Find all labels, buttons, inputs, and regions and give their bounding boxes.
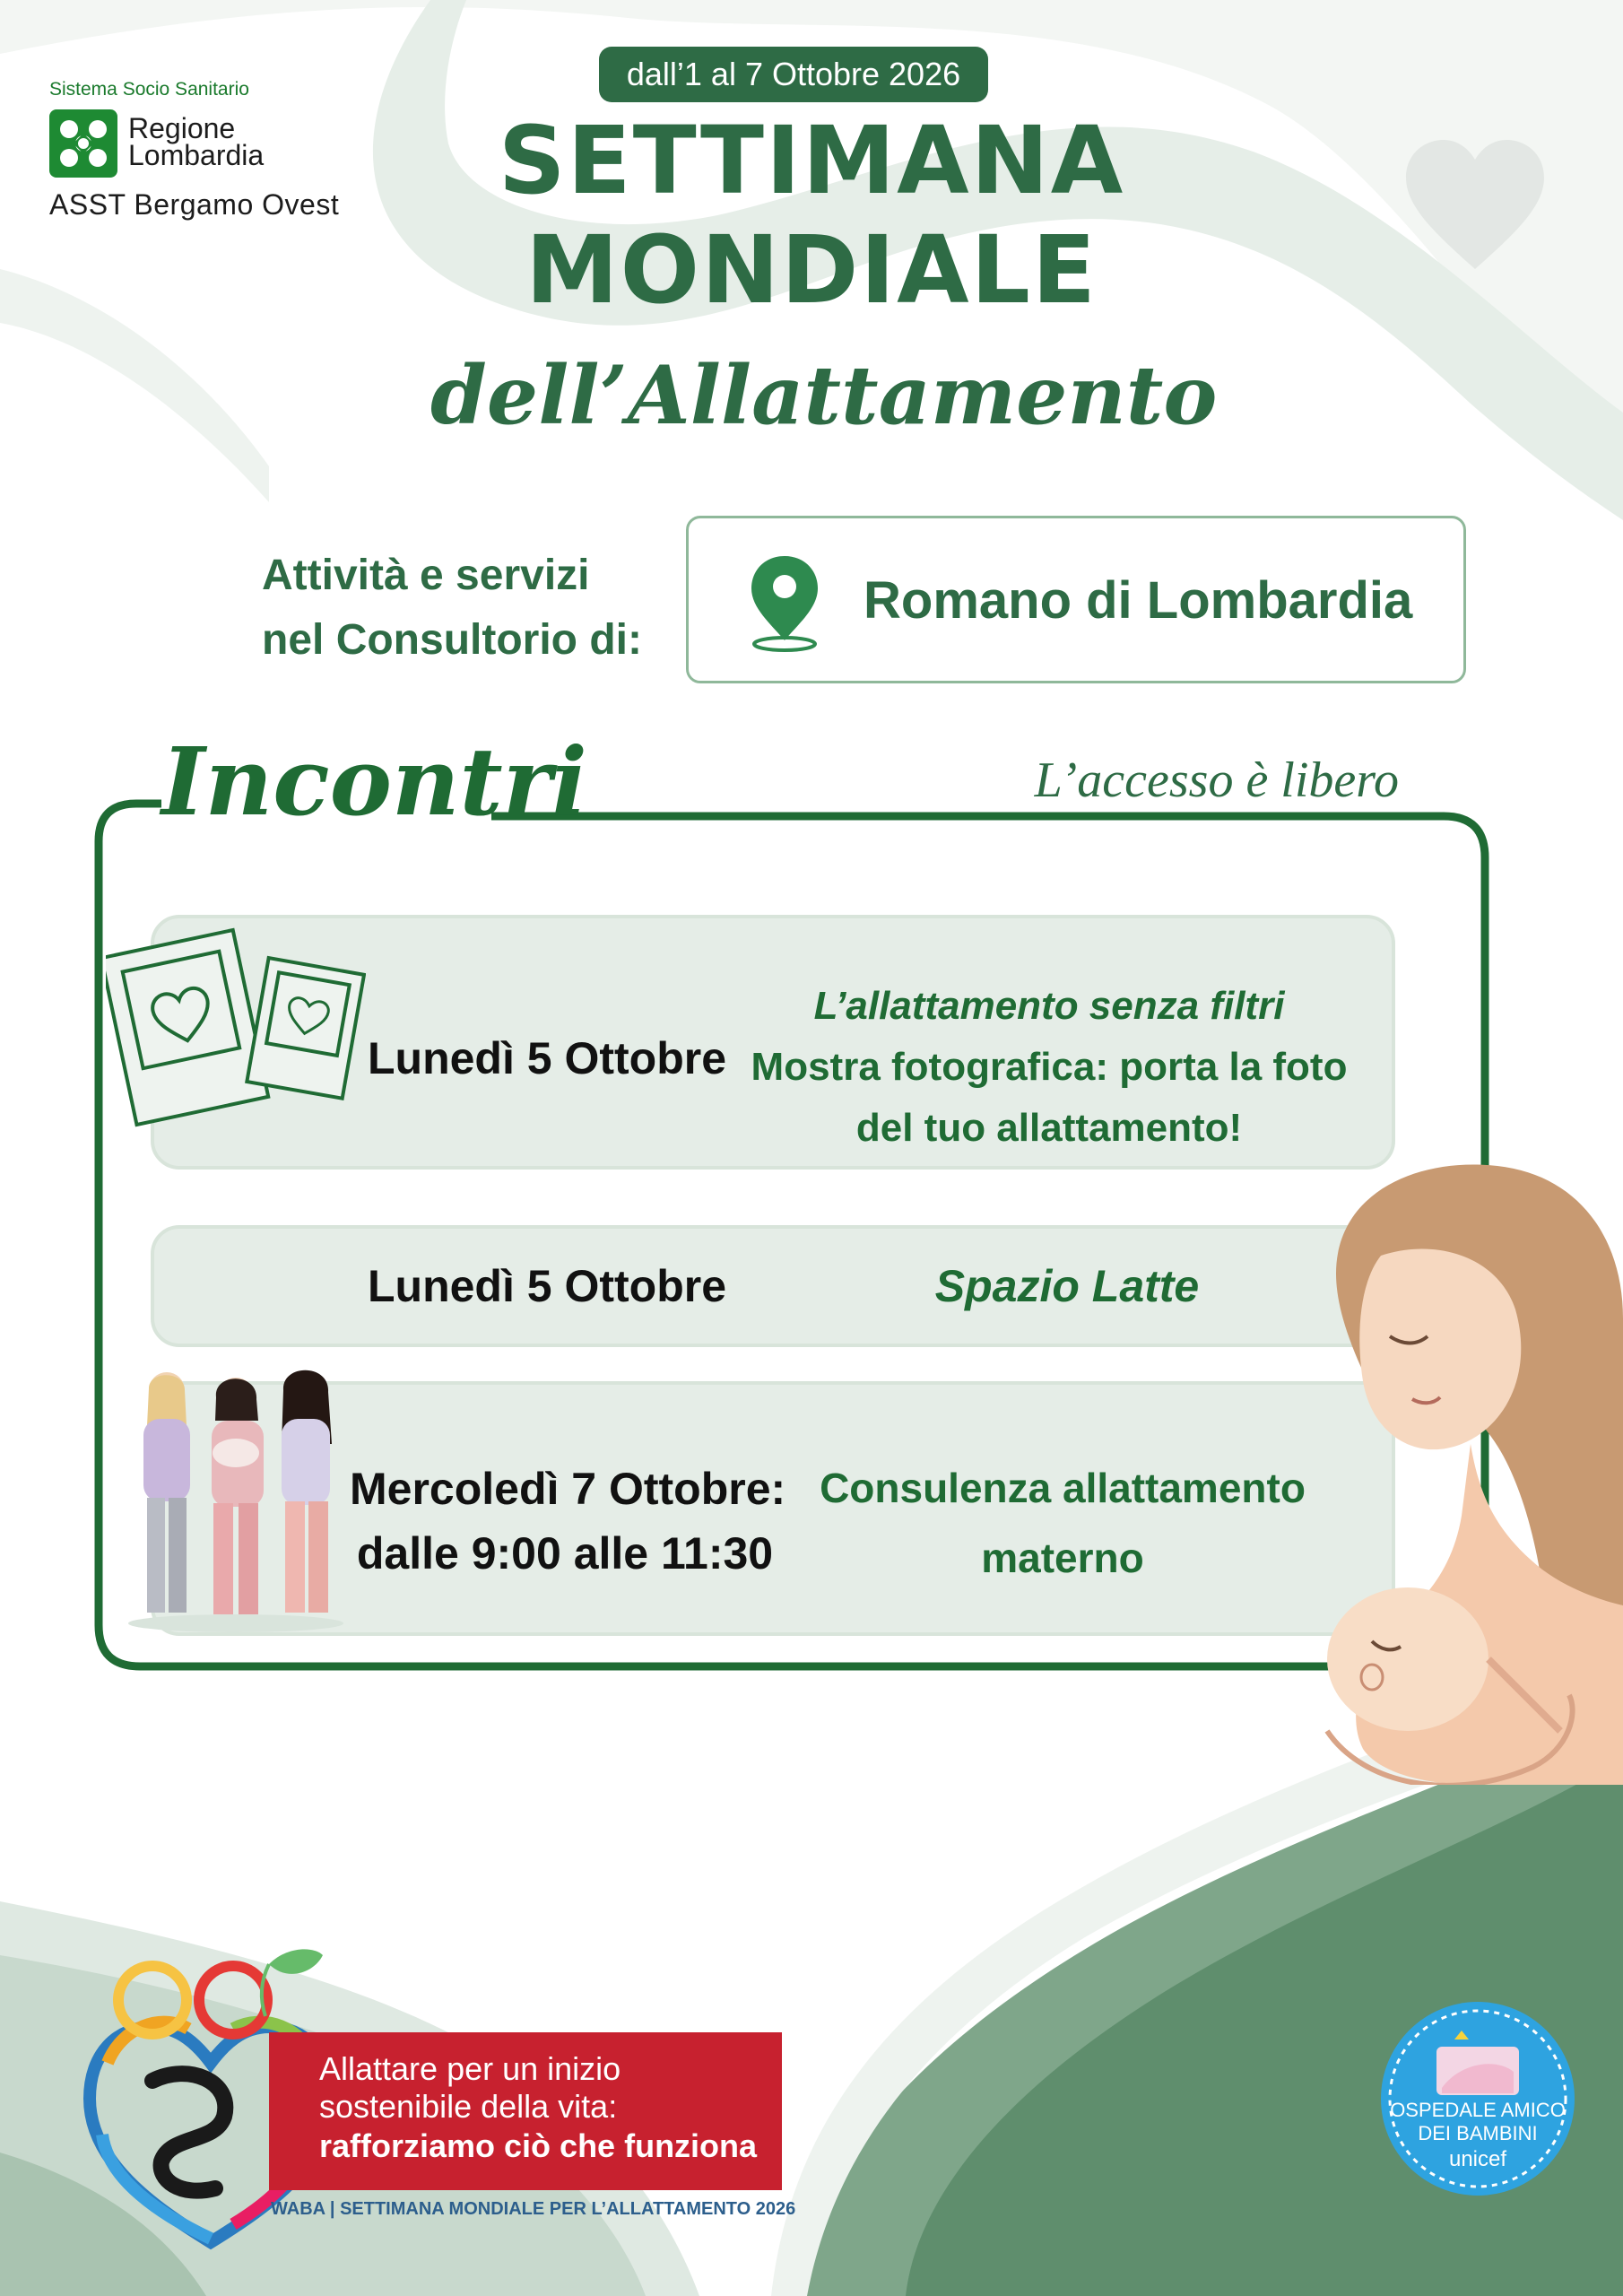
banner-line1: Allattare per un inizio <box>319 2050 621 2087</box>
waba-caption: WABA | SETTIMANA MONDIALE PER L’ALLATTAMENTO 2026 <box>271 2199 796 2219</box>
event-1-title-line2: Mostra fotografica: porta la foto <box>751 1045 1348 1089</box>
event-3-title-line2: materno <box>981 1535 1144 1581</box>
incontri-heading: Incontri <box>161 726 587 837</box>
waba-slogan-banner <box>269 2032 782 2190</box>
event-3-date-line2: dalle 9:00 alle 11:30 <box>356 1528 774 1578</box>
title-script: dell’Allattamento <box>430 348 1218 443</box>
region-line1: Regione <box>128 112 236 144</box>
access-note: L’accesso è libero <box>1034 752 1399 808</box>
event-3-date-line1: Mercoledì 7 Ottobre: <box>350 1464 786 1514</box>
badge-line3: unicef <box>1448 2147 1507 2171</box>
event-2-date: Lunedì 5 Ottobre <box>368 1261 726 1311</box>
event-1-title-line3: del tuo allattamento! <box>855 1106 1243 1150</box>
event-1-title-italic: L’allattamento senza filtri <box>813 984 1285 1028</box>
banner-line3: rafforziamo ciò che funziona <box>319 2127 758 2164</box>
event-3-date <box>350 1457 786 1586</box>
mother-breastfeeding-illustration <box>1273 1157 1623 1785</box>
event-1-title <box>744 976 1354 1159</box>
women-group-illustration <box>124 1363 348 1632</box>
region-line2: Lombardia <box>128 139 265 171</box>
event-1-date: Lunedì 5 Ottobre <box>368 1033 726 1083</box>
title-line2: MONDIALE <box>525 215 1098 325</box>
date-range-badge: dall’1 al 7 Ottobre 2026 <box>599 47 988 102</box>
banner-line2: sostenibile della vita: <box>319 2088 618 2125</box>
photo-frames-icon <box>106 915 366 1130</box>
asst-name: ASST Bergamo Ovest <box>49 188 340 221</box>
badge-line2: DEI BAMBINI <box>1418 2122 1538 2144</box>
location-label-line2: nel Consultorio di: <box>262 616 642 664</box>
location-label-line1: Attività e servizi <box>262 552 590 599</box>
event-3-title-line1: Consulenza allattamento <box>820 1465 1306 1511</box>
event-2-title: Spazio Latte <box>934 1261 1200 1311</box>
location-city: Romano di Lombardia <box>864 571 1413 630</box>
badge-line1: OSPEDALE AMICO <box>1390 2099 1566 2121</box>
title-line1: SETTIMANA <box>498 106 1125 215</box>
event-3-title <box>789 1453 1336 1593</box>
system-label: Sistema Socio Sanitario <box>49 79 249 100</box>
